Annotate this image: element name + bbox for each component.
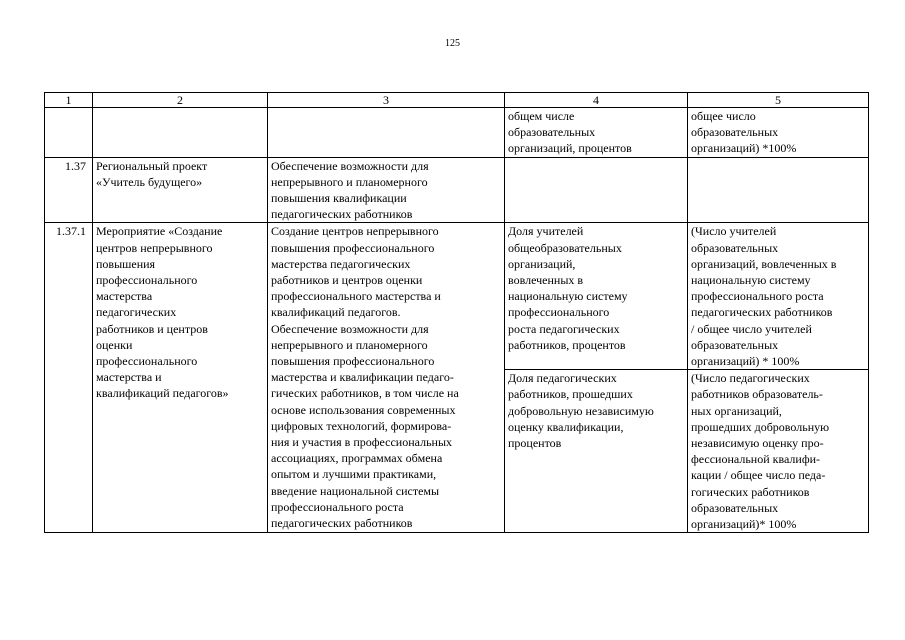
cell-line: образовательных	[691, 337, 779, 352]
cell-line: работников и центров оценки	[271, 273, 423, 288]
cell-line: профессионального	[96, 273, 198, 288]
continuation-row	[45, 108, 869, 158]
cell-line: гогических работников	[691, 484, 810, 499]
cell-line: повышения профессионального	[271, 354, 435, 369]
cell-line: работников образователь-	[691, 387, 823, 402]
cell-line: центров непрерывного	[96, 240, 213, 255]
cell-line: образовательных	[691, 240, 779, 255]
cell-line: / общее число учителей	[691, 321, 812, 336]
cell-line: национальную систему	[691, 273, 811, 288]
cell-line: повышения профессионального	[271, 240, 435, 255]
project-name-cell	[93, 157, 268, 223]
cell-line: работников, процентов	[508, 337, 626, 352]
cell-line: опытом и лучшими практиками,	[271, 467, 437, 482]
row-number: 1.37.1	[45, 223, 93, 533]
cell-line: профессионального роста	[691, 289, 824, 304]
cell-line: «Учитель будущего»	[96, 174, 203, 189]
cell-line: общеобразовательных	[508, 240, 622, 255]
header-col-1: 1	[45, 93, 93, 108]
cell-line: оценки	[96, 337, 133, 352]
cell-line: ния и участия в профессиональных	[271, 435, 453, 450]
cell-line: профессионального мастерства и	[271, 289, 441, 304]
cell-line: процентов	[508, 436, 562, 451]
cell-line: (Число педагогических	[691, 371, 810, 386]
cont-col-3	[268, 108, 505, 158]
cell-line: Обеспечение возможности для	[271, 158, 429, 173]
cell-line: добровольную независимую	[508, 403, 654, 418]
cell-line: мастерства и	[96, 370, 162, 385]
page-number: 125	[445, 38, 460, 49]
cell-line: организаций, вовлеченных в	[691, 256, 837, 271]
cell-line: фессиональной квалифи-	[691, 452, 821, 467]
cell-line: педагогических работников	[691, 305, 833, 320]
cell-line: общее число	[691, 109, 756, 123]
cell-line: организаций) *100%	[691, 141, 797, 156]
cell-line: оценку квалификации,	[508, 419, 624, 434]
indicators-table	[44, 92, 869, 533]
cell-line: Региональный проект	[96, 158, 208, 173]
cell-line: работников и центров	[96, 321, 208, 336]
cell-line: гических работников, в том числе на	[271, 386, 459, 401]
measure-description-cell	[268, 223, 505, 533]
cell-line: педагогических работников	[271, 516, 413, 531]
cell-line: кации / общее число педа-	[691, 468, 826, 483]
cont-col-2	[93, 108, 268, 158]
cell-line: повышения	[96, 256, 156, 271]
cell-line: Обеспечение возможности для	[271, 321, 429, 336]
cell-line: профессионального	[508, 305, 610, 320]
table-row-1-37	[45, 157, 869, 223]
cell-line: мастерства	[96, 289, 153, 304]
cell-line: организаций)* 100%	[691, 517, 797, 532]
cell-line: Мероприятие «Создание	[96, 224, 223, 239]
cell-line: Доля учителей	[508, 224, 584, 239]
cont-col-1	[45, 108, 93, 158]
measure-name-cell	[93, 223, 268, 533]
cell-line: мастерства педагогических	[271, 256, 411, 271]
formula-cell-1	[688, 223, 869, 370]
formula-cell-2	[688, 370, 869, 533]
cell-line: квалификаций педагогов»	[96, 386, 229, 401]
cell-line: ассоциациях, программах обмена	[271, 451, 443, 466]
cell-line: образовательных	[691, 125, 779, 140]
cell-line: работников, прошедших	[508, 387, 633, 402]
cell-line: организаций) * 100%	[691, 354, 800, 369]
cell-line: вовлеченных в	[508, 273, 584, 288]
cont-indicator-cell	[505, 108, 688, 158]
cell-line: образовательных	[691, 500, 779, 515]
indicator-cell-2	[505, 370, 688, 533]
cell-line: введение национальной системы	[271, 483, 440, 498]
cell-line: организаций, процентов	[508, 141, 632, 156]
cell-line: (Число учителей	[691, 224, 777, 239]
cell-line: профессионального роста	[271, 499, 404, 514]
indicator-cell-1	[505, 223, 688, 370]
cell-line: непрерывного и планомерного	[271, 337, 428, 352]
cell-line: независимую оценку про-	[691, 436, 824, 451]
cell-line: организаций,	[508, 256, 576, 271]
header-col-5: 5	[688, 93, 869, 108]
cell-line: повышения квалификации	[271, 191, 407, 206]
empty-cell	[505, 157, 688, 223]
cell-line: образовательных	[508, 125, 596, 140]
row-number: 1.37	[45, 157, 93, 223]
project-goal-cell	[268, 157, 505, 223]
cell-line: основе использования современных	[271, 402, 456, 417]
header-col-2: 2	[93, 93, 268, 108]
cell-line: общем числе	[508, 109, 575, 123]
cell-line: Доля педагогических	[508, 371, 617, 386]
cell-line: национальную систему	[508, 289, 628, 304]
table-row-1-37-1-a	[45, 223, 869, 370]
cell-line: мастерства и квалификации педаго-	[271, 370, 454, 385]
header-col-3: 3	[268, 93, 505, 108]
header-col-4: 4	[505, 93, 688, 108]
cont-formula-cell	[688, 108, 869, 158]
table-header-row	[45, 93, 869, 108]
empty-cell	[688, 157, 869, 223]
cell-line: роста педагогических	[508, 321, 620, 336]
cell-line: цифровых технологий, формирова-	[271, 418, 452, 433]
cell-line: прошедших добровольную	[691, 419, 830, 434]
cell-line: Создание центров непрерывного	[271, 224, 439, 239]
cell-line: непрерывного и планомерного	[271, 174, 428, 189]
cell-line: педагогических работников	[271, 207, 413, 222]
cell-line: ных организаций,	[691, 403, 782, 418]
cell-line: профессионального	[96, 354, 198, 369]
cell-line: педагогических	[96, 305, 177, 320]
cell-line: квалификаций педагогов.	[271, 305, 401, 320]
